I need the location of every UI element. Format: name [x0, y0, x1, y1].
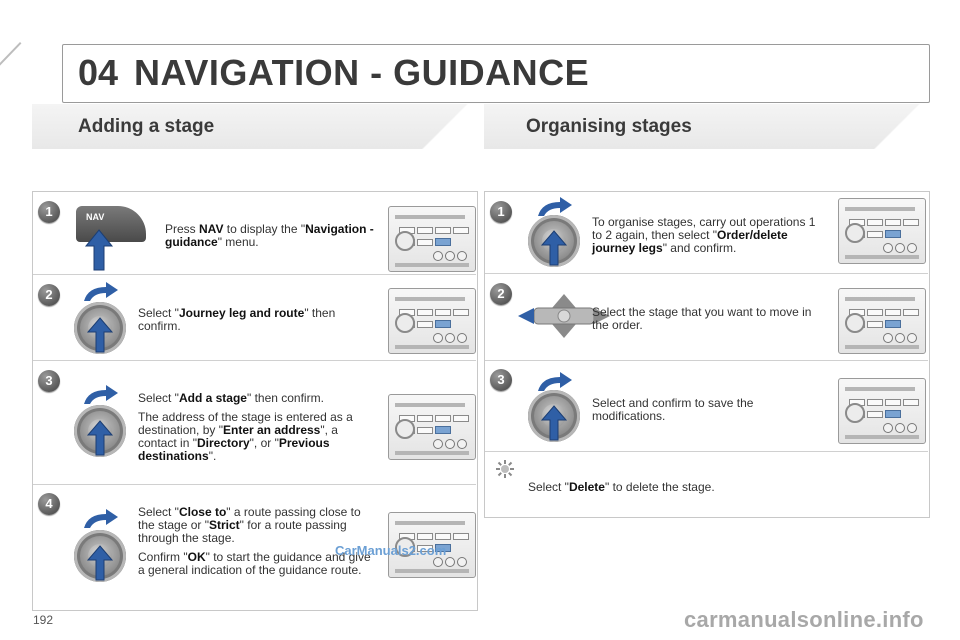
radio-unit-image	[388, 394, 476, 460]
push-arrow-icon	[540, 229, 568, 267]
radio-button	[395, 521, 465, 525]
radio-knob	[395, 313, 415, 333]
radio-unit-image	[838, 288, 926, 354]
radio-button	[395, 345, 469, 349]
radio-button	[417, 533, 433, 540]
organise-step-2-text: Select the stage that you want to move in the order.	[592, 305, 812, 332]
step-divider	[33, 360, 476, 361]
nav-button-label: NAV	[86, 212, 105, 222]
radio-button	[417, 309, 433, 316]
radio-knob	[845, 403, 865, 423]
radio-dial	[433, 251, 443, 261]
tip-sun-icon	[495, 459, 515, 479]
radio-knob	[395, 419, 415, 439]
radio-dial	[907, 333, 917, 343]
radio-dial	[445, 557, 455, 567]
radio-button	[417, 427, 433, 434]
radio-dial	[883, 423, 893, 433]
radio-button	[903, 219, 919, 226]
radio-button	[845, 297, 915, 301]
radio-button	[845, 435, 919, 439]
radio-unit-image	[388, 206, 476, 272]
radio-button	[453, 227, 469, 234]
radio-button	[417, 227, 433, 234]
radio-button	[395, 451, 469, 455]
radio-dial	[445, 333, 455, 343]
radio-button	[395, 263, 469, 267]
radio-knob	[395, 231, 415, 251]
radio-button	[453, 309, 469, 316]
push-arrow-icon	[86, 544, 114, 582]
step-divider	[33, 484, 476, 485]
step-3-line-1: Select "Add a stage" then confirm.	[138, 391, 324, 405]
header-decoration	[0, 42, 21, 123]
radio-unit-image	[838, 198, 926, 264]
radio-button	[903, 309, 919, 316]
organise-step-3-text: Select and confirm to save the modifications.	[592, 396, 754, 423]
step-4-line-2: Confirm "OK" to start the guidance and give a general indication of the guidance route.	[138, 550, 371, 577]
radio-button	[885, 320, 901, 328]
radio-dial	[457, 557, 467, 567]
step-divider	[33, 274, 476, 275]
radio-button	[845, 255, 919, 259]
radio-button	[417, 321, 433, 328]
radio-dial	[433, 557, 443, 567]
step-badge-3: 3	[38, 370, 60, 392]
radio-button	[395, 569, 469, 573]
radio-button	[435, 426, 451, 434]
section-title-organising-stages: Organising stages	[526, 116, 692, 137]
step-badge-1: 1	[38, 201, 60, 223]
radio-dial	[907, 423, 917, 433]
radio-button	[885, 309, 901, 316]
radio-dial	[907, 243, 917, 253]
radio-button	[867, 309, 883, 316]
radio-button	[435, 415, 451, 422]
step-1-text: Press NAV to display the "Navigation - guidance" menu.	[165, 222, 374, 249]
step-badge-3: 3	[490, 369, 512, 391]
step-badge-4: 4	[38, 493, 60, 515]
push-arrow-icon	[86, 316, 114, 354]
page-number: 192	[33, 613, 54, 627]
radio-dial	[895, 333, 905, 343]
radio-dial	[433, 439, 443, 449]
radio-button	[435, 238, 451, 246]
watermark-bottom-right: carmanualsonline.info	[684, 607, 924, 632]
delete-tip-text: Select "Delete" to delete the stage.	[528, 480, 715, 494]
radio-dial	[445, 439, 455, 449]
radio-dial	[883, 243, 893, 253]
radio-unit-image	[838, 378, 926, 444]
push-arrow-icon	[540, 404, 568, 442]
radio-button	[435, 533, 451, 540]
watermark-center: CarManuals2.com	[335, 543, 447, 558]
radio-dial	[883, 333, 893, 343]
radio-knob	[845, 223, 865, 243]
radio-button	[435, 320, 451, 328]
radio-button	[417, 415, 433, 422]
radio-dial	[895, 423, 905, 433]
radio-button	[435, 309, 451, 316]
rotate-arrow-icon	[80, 508, 120, 530]
radio-button	[845, 345, 919, 349]
radio-button	[903, 399, 919, 406]
radio-button	[867, 321, 883, 328]
radio-dial	[457, 333, 467, 343]
radio-button	[845, 387, 915, 391]
radio-button	[867, 231, 883, 238]
page-title: NAVIGATION - GUIDANCE	[134, 52, 590, 93]
press-arrow-icon	[84, 228, 114, 272]
radio-button	[885, 230, 901, 238]
step-divider	[485, 273, 928, 274]
chapter-number: 04	[78, 52, 119, 93]
section-title-adding-stage: Adding a stage	[78, 116, 215, 137]
step-divider	[485, 360, 928, 361]
step-3-text	[138, 392, 373, 469]
step-2-text: Select "Journey leg and route" then confirm.	[138, 306, 336, 333]
radio-dial	[895, 243, 905, 253]
organise-step-1-text: To organise stages, carry out operations 1 to 2 again, then select "Order/delete journey legs" and confirm.	[592, 215, 816, 255]
step-3-line-2: The address of the stage is entered as a destination, by "Enter an address", a contact in "Directory", or "Previous destinations".	[138, 410, 353, 463]
push-arrow-icon	[86, 419, 114, 457]
radio-button	[885, 219, 901, 226]
radio-button	[885, 410, 901, 418]
radio-button	[395, 215, 465, 219]
radio-dial	[445, 251, 455, 261]
radio-button	[453, 533, 469, 540]
step-badge-2: 2	[38, 284, 60, 306]
step-divider	[485, 451, 928, 452]
step-badge-1: 1	[490, 201, 512, 223]
radio-button	[867, 411, 883, 418]
radio-dial	[457, 251, 467, 261]
radio-button	[885, 399, 901, 406]
radio-dial	[433, 333, 443, 343]
radio-button	[867, 399, 883, 406]
section-header-adding-stage	[32, 104, 476, 149]
radio-button	[395, 297, 465, 301]
radio-knob	[845, 313, 865, 333]
radio-button	[435, 227, 451, 234]
rotate-arrow-icon	[80, 384, 120, 406]
step-badge-2: 2	[490, 283, 512, 305]
radio-button	[395, 403, 465, 407]
rotate-arrow-icon	[80, 281, 120, 303]
radio-button	[845, 207, 915, 211]
radio-dial	[457, 439, 467, 449]
radio-button	[453, 415, 469, 422]
radio-button	[417, 239, 433, 246]
section-header-organising-stages	[484, 104, 928, 149]
radio-button	[867, 219, 883, 226]
radio-unit-image	[388, 288, 476, 354]
step-4-line-1: Select "Close to" a route passing close to the stage or "Strict" for a route passing through the stage.	[138, 505, 361, 545]
